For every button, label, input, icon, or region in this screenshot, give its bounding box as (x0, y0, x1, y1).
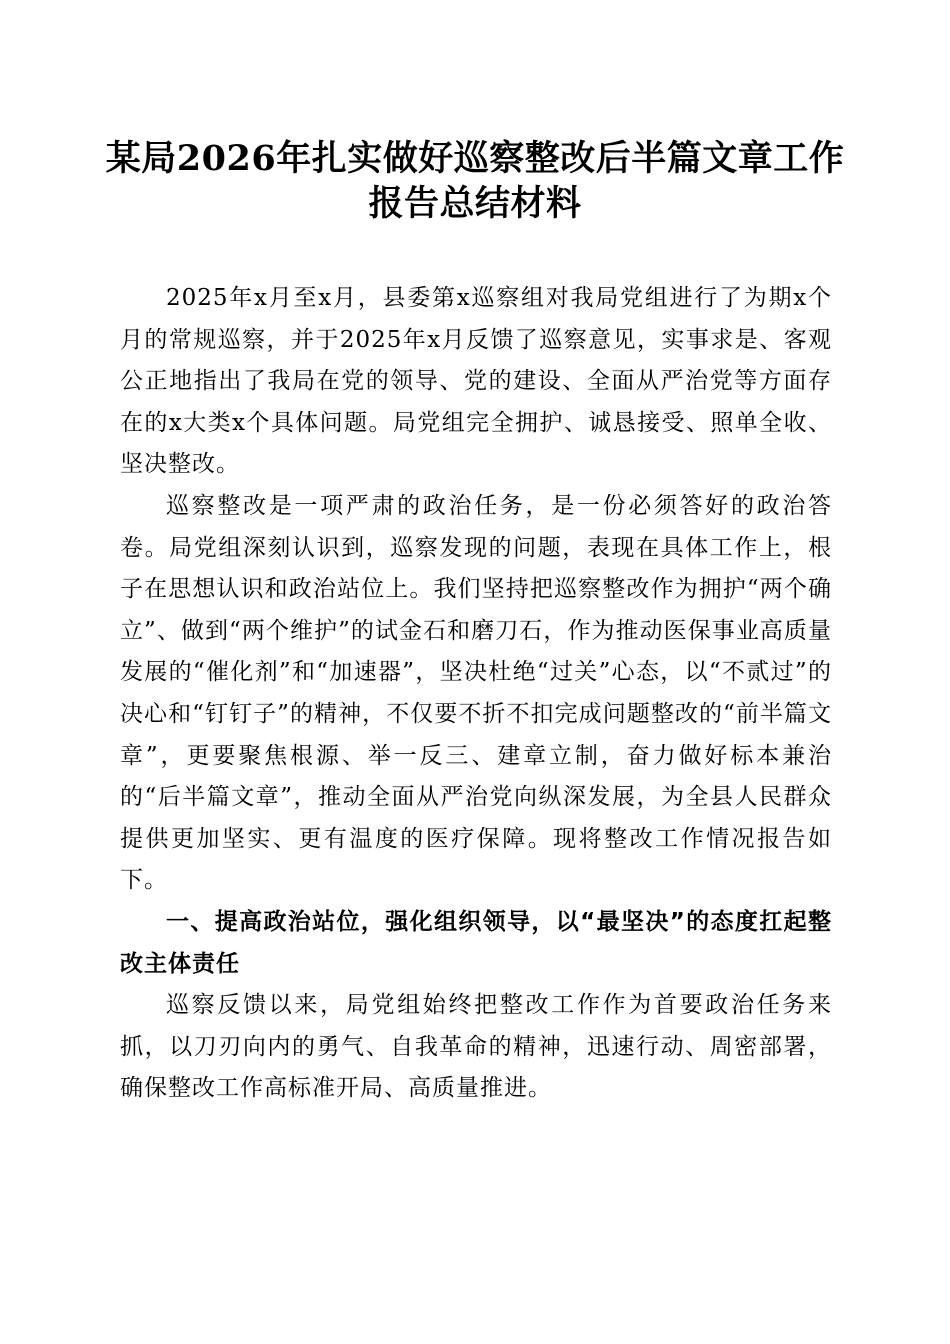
background-paragraph: 巡察整改是一项严肃的政治任务，是一份必须答好的政治答卷。局党组深刻认识到，巡察发现的问题，表现在具体工作上，根子在思想认识和政治站位上。我们坚持把巡察整改作为拥护“两个确立”、做到“两个维护”的试金石和磨刀石，作为推动医保事业高质量发展的“催化剂”和“加速器”，坚决杜绝“过关”心态，以“不贰过”的决心和“钉钉子”的精神，不仅要不折不扣完成问题整改的“前半篇文章”，更要聚焦根源、举一反三、建章立制，奋力做好标本兼治的“后半篇文章”，推动全面从严治党向纵深发展，为全县人民群众提供更加坚实、更有温度的医疗保障。现将整改工作情况报告如下。 (120, 492, 832, 894)
section-paragraph: 巡察反馈以来，局党组始终把整改工作作为首要政治任务来抓，以刀刃向内的勇气、自我革命的精神，迅速行动、周密部署，确保整改工作高标准开局、高质量推进。 (120, 992, 832, 1102)
intro-paragraph: 2025年x月至x月，县委第x巡察组对我局党组进行了为期x个月的常规巡察，并于2025年x月反馈了巡察意见，实事求是、客观公正地指出了我局在党的领导、党的建设、全面从严治党等方面存在的x大类x个具体问题。局党组完全拥护、诚恳接受、照单全收、坚决整改。 (120, 285, 832, 478)
document-title: 某局2026年扎实做好巡察整改后半篇文章工作报告总结材料 (105, 138, 845, 224)
document-body (120, 278, 832, 1110)
section-heading: 一、提高政治站位，强化组织领导，以“最坚决”的态度扛起整改主体责任 (120, 908, 832, 977)
